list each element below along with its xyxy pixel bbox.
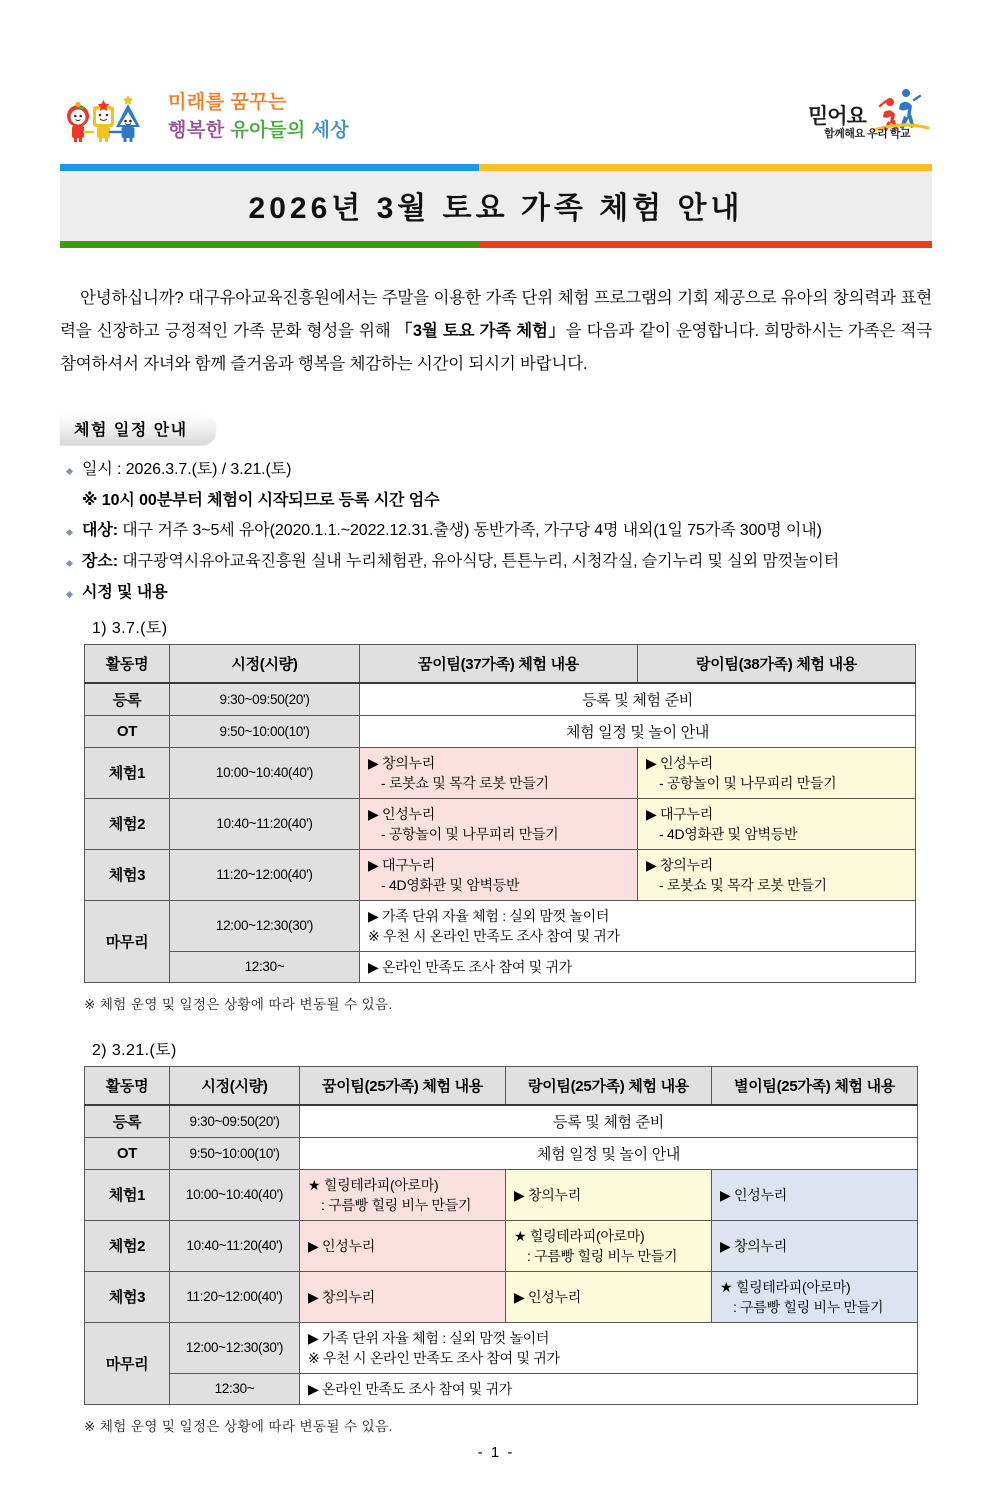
- t1-r4-time: 11:20~12:00(40'): [170, 849, 360, 900]
- t2-r4-kkumi-l1: ▶ 창의누리: [308, 1288, 375, 1305]
- t1-r3-kkumi: [360, 798, 638, 849]
- t2-r4-byeoli: [712, 1271, 918, 1322]
- t2-r2-kkumi-l1: ★ 힐링테라피(아로마): [308, 1176, 439, 1193]
- t2-r3-activity: 체험2: [85, 1220, 170, 1271]
- list-item-target: 대상: 대구 거주 3~5세 유아(2020.1.1.~2022.12.31.출생) 동반가족, 가구당 4명 내외(1일 75가족 300명 이내): [60, 516, 932, 547]
- t2-r2-rangi: [506, 1169, 712, 1220]
- t1-r4-activity: 체험3: [85, 849, 170, 900]
- schedule-table-march-21: [84, 1066, 918, 1405]
- table-row: [85, 747, 916, 798]
- t2-r1-time: 9:50~10:00(10'): [170, 1137, 300, 1169]
- t1-r4-kkumi-l2: - 4D영화관 및 암벽등반: [381, 876, 520, 893]
- t1-r4-kkumi-l1: ▶ 대구누리: [368, 856, 435, 873]
- t1-r3-rangi-l1: ▶ 대구누리: [646, 805, 713, 822]
- table-row: [85, 900, 916, 951]
- t1-r0-time: 9:30~09:50(20'): [170, 683, 360, 716]
- table-row: [85, 951, 916, 982]
- table-row: [85, 715, 916, 747]
- label-program: 시정 및 내용: [82, 583, 168, 601]
- t1-r5-time: 12:00~12:30(30'): [170, 900, 360, 951]
- t1-r2-activity: 체험1: [85, 747, 170, 798]
- table-row: [85, 1137, 918, 1169]
- trust-logo-main-text: 믿어요: [808, 105, 866, 128]
- t2-r2-byeoli-l1: ▶ 인성누리: [720, 1186, 787, 1203]
- t1-r4-rangi: [638, 849, 916, 900]
- t1-r2-kkumi-l2: - 로봇쇼 및 목각 로봇 만들기: [381, 774, 549, 791]
- t2-r3-byeoli: [712, 1220, 918, 1271]
- t2-r6-content: ▶ 온라인 만족도 조사 참여 및 귀가: [300, 1373, 918, 1404]
- t2-r2-time: 10:00~10:40(40'): [170, 1169, 300, 1220]
- t1-r5-activity: 마무리: [85, 900, 170, 982]
- t2-r2-byeoli: [712, 1169, 918, 1220]
- t2-r4-rangi-l1: ▶ 인성누리: [514, 1288, 581, 1305]
- t1-r1-time: 9:50~10:00(10'): [170, 715, 360, 747]
- schedule-info-list: [60, 455, 932, 609]
- trust-logo-sub-text: 함께해요 우리 학교: [824, 128, 911, 140]
- table2-header-time: 시정(시량): [170, 1066, 300, 1105]
- t2-r0-activity: 등록: [85, 1105, 170, 1138]
- t1-r3-rangi-l2: - 4D영화관 및 암벽등반: [659, 825, 798, 842]
- intro-text-part1: 안녕하십니까? 대구유아교육진흥원에서는 주말을 이용한 가족 단위 체험 프로그램의 기회 제공으로 유아의 창의력과 표현력을 신장하고 긍정적인 가족 문화 형성을 위해: [60, 289, 932, 340]
- slogan: [168, 88, 349, 144]
- table-row: [85, 1220, 918, 1271]
- section-heading-schedule: 체험 일정 안내: [60, 413, 216, 445]
- title-top-stripe: [60, 164, 932, 171]
- t2-r5-l2: ※ 우천 시 온라인 만족도 조사 참여 및 귀가: [308, 1349, 560, 1366]
- t1-r1-content: 체험 일정 및 놀이 안내: [360, 715, 916, 747]
- t2-r3-rangi-l2: : 구름빵 힐링 비누 만들기: [527, 1247, 678, 1264]
- table2-header-team-byeoli: 별이팀(25가족) 체험 내용: [712, 1066, 918, 1105]
- title-bottom-stripe: [60, 241, 932, 248]
- t2-r4-kkumi: [300, 1271, 506, 1322]
- t2-r3-byeoli-l1: ▶ 창의누리: [720, 1237, 787, 1254]
- intro-paragraph: [60, 282, 932, 381]
- t2-r4-byeoli-l2: : 구름빵 힐링 비누 만들기: [733, 1298, 884, 1315]
- intro-emphasis: 「3월 토요 가족 체험」: [395, 322, 566, 340]
- list-item-time-notice: ※ 10시 00분부터 체험이 시작되므로 등록 시간 엄수: [82, 491, 440, 509]
- t2-r2-kkumi-l2: : 구름빵 힐링 비누 만들기: [321, 1196, 472, 1213]
- t2-r1-activity: OT: [85, 1137, 170, 1169]
- schedule-table-march-7: [84, 644, 916, 983]
- t1-r6-content: ▶ 온라인 만족도 조사 참여 및 귀가: [360, 951, 916, 982]
- table2-header-activity: 활동명: [85, 1066, 170, 1105]
- t2-r5-time: 12:00~12:30(30'): [170, 1322, 300, 1373]
- t1-r4-kkumi: [360, 849, 638, 900]
- document-page: [0, 88, 992, 1491]
- t1-r2-kkumi: [360, 747, 638, 798]
- stripe-bottom-right: [479, 241, 932, 248]
- t1-r2-rangi-l1: ▶ 인성누리: [646, 754, 713, 771]
- page-title: 2026년 3월 토요 가족 체험 안내: [248, 192, 744, 225]
- table-row: [85, 1271, 918, 1322]
- slogan-line-1: 미래를 꿈꾸는: [168, 92, 287, 113]
- t2-r5-l1: ▶ 가족 단위 자율 체험 : 실외 맘껏 놀이터: [308, 1329, 550, 1346]
- t2-r4-rangi: [506, 1271, 712, 1322]
- t2-r3-rangi-l1: ★ 힐링테라피(아로마): [514, 1227, 645, 1244]
- t1-r4-rangi-l1: ▶ 창의누리: [646, 856, 713, 873]
- t1-r2-time: 10:00~10:40(40'): [170, 747, 360, 798]
- table2-footnote: ※ 체험 운영 및 일정은 상황에 따라 변동될 수 있음.: [84, 1418, 393, 1434]
- table-row: [85, 1322, 918, 1373]
- t2-r3-kkumi-l1: ▶ 인성누리: [308, 1237, 375, 1254]
- t2-r6-time: 12:30~: [170, 1373, 300, 1404]
- table2-header-team-rangi: 랑이팀(25가족) 체험 내용: [506, 1066, 712, 1105]
- t1-r3-rangi: [638, 798, 916, 849]
- t1-r2-rangi-l2: - 공항놀이 및 나무피리 만들기: [659, 774, 837, 791]
- t1-r3-activity: 체험2: [85, 798, 170, 849]
- list-item-program: [60, 578, 932, 609]
- table1-footnote: ※ 체험 운영 및 일정은 상황에 따라 변동될 수 있음.: [84, 996, 393, 1012]
- table1-header-time: 시정(시량): [170, 644, 360, 683]
- list-item-date: 일시 : 2026.3.7.(토) / 3.21.(토): [60, 455, 932, 486]
- t2-r5-activity: 마무리: [85, 1322, 170, 1404]
- t1-r6-time: 12:30~: [170, 951, 360, 982]
- stripe-bottom-left: [60, 241, 479, 248]
- intro-text-part2: 을 다음과 같이 운영합니다. 희망하시는 가족은 적극 참여하셔서 자녀와 함께 즐거움과 행복을 체감하는 시간이 되시기 바랍니다.: [60, 322, 932, 373]
- title-box: [60, 171, 932, 241]
- t1-r3-kkumi-l2: - 공항놀이 및 나무피리 만들기: [381, 825, 559, 842]
- slogan-line-2-a: 행복한: [168, 119, 225, 141]
- t2-r4-activity: 체험3: [85, 1271, 170, 1322]
- t1-r0-activity: 등록: [85, 683, 170, 716]
- t2-r3-kkumi: [300, 1220, 506, 1271]
- label-target: 대상:: [82, 522, 118, 540]
- spacer: [60, 1013, 932, 1031]
- t2-r2-rangi-l1: ▶ 창의누리: [514, 1186, 581, 1203]
- t2-r2-kkumi: [300, 1169, 506, 1220]
- table-row: [85, 849, 916, 900]
- page-number: - 1 -: [477, 1444, 515, 1461]
- t1-r5-content: [360, 900, 916, 951]
- t2-r0-content: 등록 및 체험 준비: [300, 1105, 918, 1138]
- slogan-line-2-b: 유아들의: [230, 119, 306, 141]
- label-place: 장소:: [82, 553, 118, 571]
- t1-r5-l1: ▶ 가족 단위 자율 체험 : 실외 맘껏 놀이터: [368, 907, 610, 924]
- stripe-top-right: [479, 164, 932, 171]
- table1-header-team-rangi: 랑이팀(38가족) 체험 내용: [638, 644, 916, 683]
- t1-r3-time: 10:40~11:20(40'): [170, 798, 360, 849]
- t1-r3-kkumi-l1: ▶ 인성누리: [368, 805, 435, 822]
- t2-r0-time: 9:30~09:50(20'): [170, 1105, 300, 1138]
- t2-r1-content: 체험 일정 및 놀이 안내: [300, 1137, 918, 1169]
- table-row: [85, 1373, 918, 1404]
- table-row: [85, 1169, 918, 1220]
- t2-r5-content: [300, 1322, 918, 1373]
- t1-r0-content: 등록 및 체험 준비: [360, 683, 916, 716]
- table2-header-row: [85, 1066, 918, 1105]
- table-row: [85, 1105, 918, 1138]
- table-row: [85, 683, 916, 716]
- slogan-line-2-c: 세상: [311, 119, 350, 141]
- table2-header-team-kkumi: 꿈이팀(25가족) 체험 내용: [300, 1066, 506, 1105]
- title-band: [60, 164, 932, 248]
- mascot-characters-logo: [60, 90, 148, 146]
- table1-header-activity: 활동명: [85, 644, 170, 683]
- t1-r5-l2: ※ 우천 시 온라인 만족도 조사 참여 및 귀가: [368, 927, 620, 944]
- t2-r3-rangi: [506, 1220, 712, 1271]
- list-item-place: 장소: 대구광역시유아교육진흥원 실내 누리체험관, 유아식당, 튼튼누리, 시청각실, 슬기누리 및 실외 맘껏놀이터: [60, 547, 932, 578]
- table-row: [85, 798, 916, 849]
- t2-r4-time: 11:20~12:00(40'): [170, 1271, 300, 1322]
- t1-r2-rangi: [638, 747, 916, 798]
- t2-r2-activity: 체험1: [85, 1169, 170, 1220]
- stripe-top-left: [60, 164, 479, 171]
- t1-r1-activity: OT: [85, 715, 170, 747]
- table2-caption: 2) 3.21.(토): [92, 1041, 177, 1059]
- t1-r2-kkumi-l1: ▶ 창의누리: [368, 754, 435, 771]
- header-logo-band: [60, 88, 932, 160]
- trust-school-logo: [802, 84, 932, 146]
- table1-caption: 1) 3.7.(토): [92, 619, 168, 637]
- t1-r4-rangi-l2: - 로봇쇼 및 목각 로봇 만들기: [659, 876, 827, 893]
- t2-r4-byeoli-l1: ★ 힐링테라피(아로마): [720, 1278, 851, 1295]
- table1-header-team-kkumi: 꿈이팀(37가족) 체험 내용: [360, 644, 638, 683]
- table1-header-row: [85, 644, 916, 683]
- t2-r3-time: 10:40~11:20(40'): [170, 1220, 300, 1271]
